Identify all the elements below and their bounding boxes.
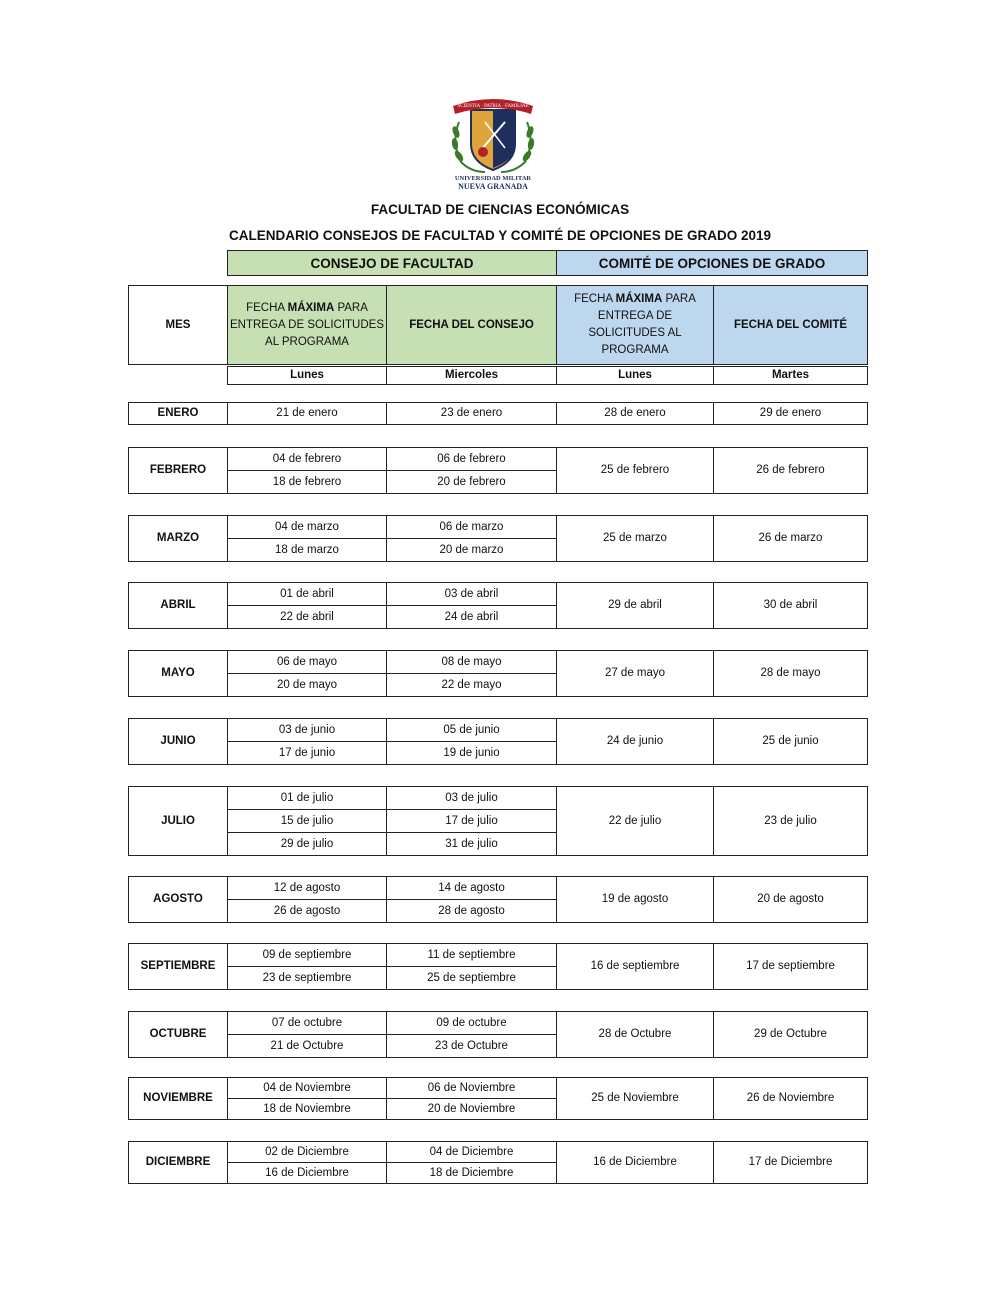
fecha-entrega-consejo: 16 de Diciembre bbox=[227, 1162, 387, 1184]
fecha-entrega-consejo: 04 de febrero bbox=[227, 447, 387, 471]
faculty-title: FACULTAD DE CIENCIAS ECONÓMICAS bbox=[370, 202, 630, 217]
fecha-consejo: 11 de septiembre bbox=[386, 943, 557, 967]
day-label: Martes bbox=[713, 366, 868, 385]
group-consejo-header: CONSEJO DE FACULTAD bbox=[227, 250, 557, 276]
fecha-entrega-consejo: 26 de agosto bbox=[227, 899, 387, 923]
fecha-entrega-consejo: 29 de julio bbox=[227, 832, 387, 856]
header-fecha-maxima-consejo bbox=[227, 285, 387, 365]
fecha-consejo: 04 de Diciembre bbox=[386, 1141, 557, 1163]
fecha-consejo: 14 de agosto bbox=[386, 876, 557, 900]
fecha-entrega-consejo: 17 de junio bbox=[227, 741, 387, 765]
fecha-entrega-comite: 27 de mayo bbox=[556, 650, 714, 697]
fecha-comite: 29 de enero bbox=[713, 402, 868, 425]
fecha-consejo: 20 de marzo bbox=[386, 538, 557, 562]
fecha-comite: 25 de junio bbox=[713, 718, 868, 765]
fecha-entrega-consejo: 23 de septiembre bbox=[227, 966, 387, 990]
fecha-entrega-comite: 28 de Octubre bbox=[556, 1011, 714, 1058]
fecha-comite: 26 de febrero bbox=[713, 447, 868, 494]
fecha-entrega-consejo: 22 de abril bbox=[227, 605, 387, 629]
month-label: MARZO bbox=[128, 515, 228, 562]
fecha-consejo: 20 de febrero bbox=[386, 470, 557, 494]
fecha-entrega-consejo: 02 de Diciembre bbox=[227, 1141, 387, 1163]
fecha-consejo: 20 de Noviembre bbox=[386, 1098, 557, 1120]
fecha-entrega-consejo: 09 de septiembre bbox=[227, 943, 387, 967]
fecha-comite: 29 de Octubre bbox=[713, 1011, 868, 1058]
header-fecha-comite: FECHA DEL COMITÉ bbox=[713, 285, 868, 365]
day-label: Miercoles bbox=[386, 366, 557, 385]
fecha-entrega-consejo: 07 de octubre bbox=[227, 1011, 387, 1035]
fecha-consejo: 09 de octubre bbox=[386, 1011, 557, 1035]
fecha-entrega-consejo: 21 de enero bbox=[227, 402, 387, 425]
fecha-consejo: 31 de julio bbox=[386, 832, 557, 856]
fecha-consejo: 23 de enero bbox=[386, 402, 557, 425]
group-comite-header: COMITÉ DE OPCIONES DE GRADO bbox=[556, 250, 868, 276]
fecha-comite: 20 de agosto bbox=[713, 876, 868, 923]
fecha-consejo: 25 de septiembre bbox=[386, 966, 557, 990]
fecha-comite: 26 de marzo bbox=[713, 515, 868, 562]
month-label: FEBRERO bbox=[128, 447, 228, 494]
day-label: Lunes bbox=[227, 366, 387, 385]
fecha-comite: 23 de julio bbox=[713, 786, 868, 856]
month-label: OCTUBRE bbox=[128, 1011, 228, 1058]
fecha-consejo: 17 de julio bbox=[386, 809, 557, 833]
fecha-entrega-consejo: 18 de Noviembre bbox=[227, 1098, 387, 1120]
fecha-consejo: 06 de febrero bbox=[386, 447, 557, 471]
month-label: NOVIEMBRE bbox=[128, 1077, 228, 1120]
fecha-comite: 28 de mayo bbox=[713, 650, 868, 697]
fecha-entrega-consejo: 04 de Noviembre bbox=[227, 1077, 387, 1099]
fecha-entrega-consejo: 03 de junio bbox=[227, 718, 387, 742]
fecha-entrega-consejo: 12 de agosto bbox=[227, 876, 387, 900]
fecha-consejo: 03 de julio bbox=[386, 786, 557, 810]
header-fecha-consejo: FECHA DEL CONSEJO bbox=[386, 285, 557, 365]
fecha-consejo: 28 de agosto bbox=[386, 899, 557, 923]
fecha-consejo: 06 de marzo bbox=[386, 515, 557, 539]
fecha-maxima-text: FECHA MÁXIMA PARA ENTREGA DE SOLICITUDES AL PROGRAMA bbox=[230, 301, 385, 348]
fecha-entrega-consejo: 15 de julio bbox=[227, 809, 387, 833]
svg-text:SCIENTIA · PATRIA · FAMILIAE: SCIENTIA · PATRIA · FAMILIAE bbox=[457, 104, 529, 109]
month-label: AGOSTO bbox=[128, 876, 228, 923]
month-label: ABRIL bbox=[128, 582, 228, 629]
fecha-entrega-consejo: 06 de mayo bbox=[227, 650, 387, 674]
day-label: Lunes bbox=[556, 366, 714, 385]
fecha-entrega-consejo: 18 de febrero bbox=[227, 470, 387, 494]
svg-text:UNIVERSIDAD MILITAR: UNIVERSIDAD MILITAR bbox=[454, 175, 532, 182]
fecha-entrega-comite: 25 de febrero bbox=[556, 447, 714, 494]
month-label: JUNIO bbox=[128, 718, 228, 765]
fecha-entrega-consejo: 18 de marzo bbox=[227, 538, 387, 562]
fecha-consejo: 08 de mayo bbox=[386, 650, 557, 674]
fecha-consejo: 06 de Noviembre bbox=[386, 1077, 557, 1099]
fecha-maxima-text: FECHA MÁXIMA PARA ENTREGA DE SOLICITUDES AL PROGRAMA bbox=[574, 293, 696, 356]
fecha-consejo: 18 de Diciembre bbox=[386, 1162, 557, 1184]
fecha-entrega-comite: 16 de septiembre bbox=[556, 943, 714, 990]
fecha-consejo: 03 de abril bbox=[386, 582, 557, 606]
svg-text:NUEVA GRANADA: NUEVA GRANADA bbox=[458, 182, 528, 191]
fecha-comite: 30 de abril bbox=[713, 582, 868, 629]
header-mes: MES bbox=[128, 285, 228, 365]
month-label: JULIO bbox=[128, 786, 228, 856]
fecha-entrega-consejo: 20 de mayo bbox=[227, 673, 387, 697]
calendar-title: CALENDARIO CONSEJOS DE FACULTAD Y COMITÉ DE OPCIONES DE GRADO 2019 bbox=[228, 228, 772, 243]
fecha-entrega-consejo: 21 de Octubre bbox=[227, 1034, 387, 1058]
fecha-comite: 26 de Noviembre bbox=[713, 1077, 868, 1120]
fecha-entrega-comite: 25 de marzo bbox=[556, 515, 714, 562]
fecha-entrega-comite: 28 de enero bbox=[556, 402, 714, 425]
fecha-consejo: 19 de junio bbox=[386, 741, 557, 765]
fecha-entrega-consejo: 04 de marzo bbox=[227, 515, 387, 539]
header-fecha-maxima-comite bbox=[556, 285, 714, 365]
fecha-entrega-comite: 24 de junio bbox=[556, 718, 714, 765]
month-label: ENERO bbox=[128, 402, 228, 425]
fecha-consejo: 05 de junio bbox=[386, 718, 557, 742]
fecha-entrega-comite: 25 de Noviembre bbox=[556, 1077, 714, 1120]
fecha-entrega-comite: 16 de Diciembre bbox=[556, 1141, 714, 1184]
month-label: SEPTIEMBRE bbox=[128, 943, 228, 990]
fecha-entrega-consejo: 01 de abril bbox=[227, 582, 387, 606]
fecha-entrega-comite: 29 de abril bbox=[556, 582, 714, 629]
month-label: MAYO bbox=[128, 650, 228, 697]
month-label: DICIEMBRE bbox=[128, 1141, 228, 1184]
fecha-comite: 17 de septiembre bbox=[713, 943, 868, 990]
fecha-entrega-consejo: 01 de julio bbox=[227, 786, 387, 810]
fecha-consejo: 22 de mayo bbox=[386, 673, 557, 697]
fecha-entrega-comite: 22 de julio bbox=[556, 786, 714, 856]
fecha-consejo: 24 de abril bbox=[386, 605, 557, 629]
fecha-consejo: 23 de Octubre bbox=[386, 1034, 557, 1058]
fecha-comite: 17 de Diciembre bbox=[713, 1141, 868, 1184]
university-logo bbox=[445, 92, 541, 192]
fecha-entrega-comite: 19 de agosto bbox=[556, 876, 714, 923]
